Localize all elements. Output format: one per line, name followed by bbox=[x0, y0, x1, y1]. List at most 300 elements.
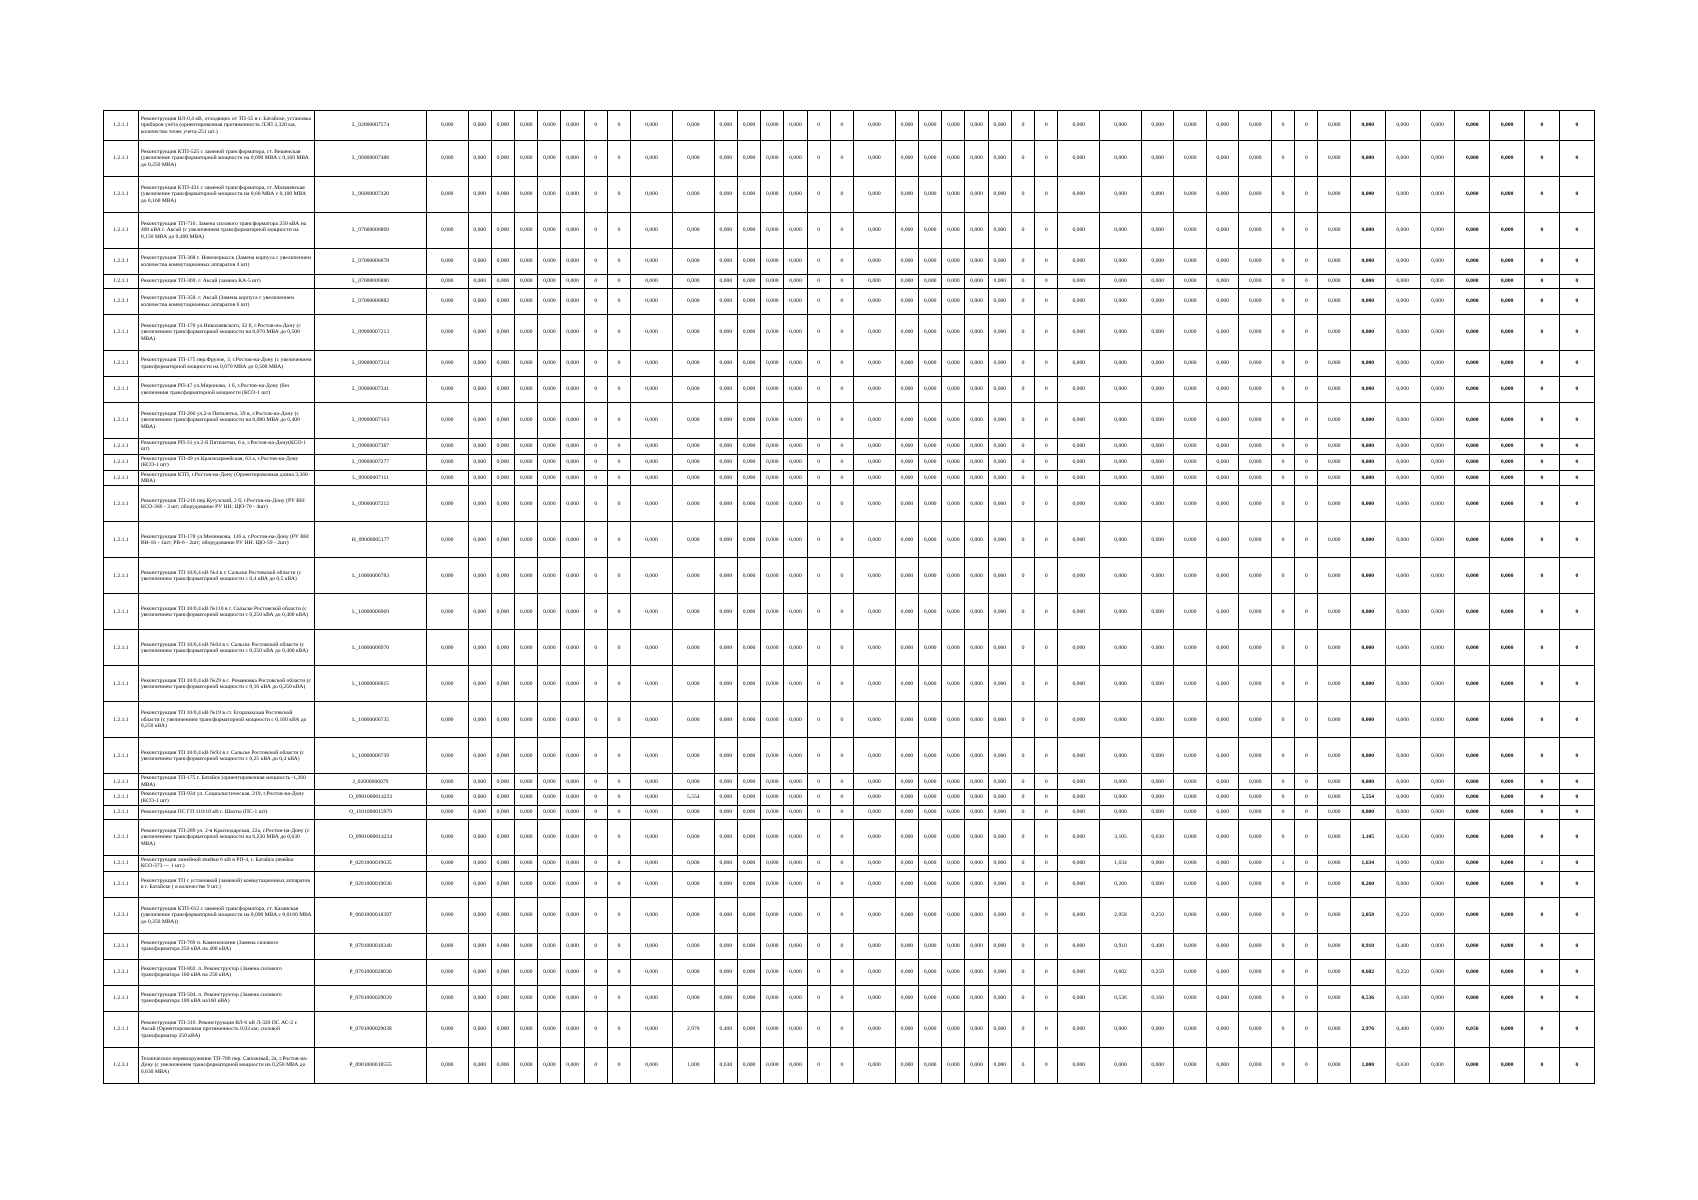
value-cell: 0,000 bbox=[1455, 985, 1490, 1011]
value-cell: 0,000 bbox=[737, 522, 760, 558]
value-cell: 0,000 bbox=[426, 558, 468, 594]
value-cell: 0,000 bbox=[1206, 933, 1239, 959]
value-cell: 0,000 bbox=[1058, 249, 1100, 275]
value-cell: 0,000 bbox=[761, 558, 784, 594]
value-cell: 0 bbox=[584, 177, 607, 213]
value-cell: 0,000 bbox=[895, 486, 918, 522]
value-cell: 0,000 bbox=[1490, 377, 1525, 403]
value-cell: 0 bbox=[584, 275, 607, 289]
value-cell: 0,000 bbox=[1174, 1047, 1207, 1083]
value-cell: 0,000 bbox=[761, 177, 784, 213]
value-cell: 0,000 bbox=[491, 111, 514, 141]
value-cell: 0,000 bbox=[1318, 897, 1351, 933]
value-cell: 0 bbox=[1271, 377, 1294, 403]
value-cell: 0,000 bbox=[491, 702, 514, 738]
row-description: Реконструкция ТП 10/0,4 кВ №29 в с. Романовка Ростовской области (с увеличением трансформаторной мощности с 0,16 кВА до 0,250 кВА) bbox=[138, 666, 315, 702]
value-cell: 0,000 bbox=[515, 351, 538, 377]
value-cell: 0,000 bbox=[1206, 666, 1239, 702]
value-cell: 0,000 bbox=[561, 897, 584, 933]
value-cell: 0,000 bbox=[761, 666, 784, 702]
value-cell: 0,000 bbox=[854, 275, 896, 289]
value-cell: 0,000 bbox=[538, 856, 561, 872]
value-cell: 0,000 bbox=[1455, 377, 1490, 403]
value-cell: 0,000 bbox=[737, 213, 760, 249]
value-cell: 0 bbox=[807, 774, 830, 790]
value-cell: 0,000 bbox=[942, 1011, 965, 1047]
value-cell: 0,000 bbox=[1239, 351, 1272, 377]
row-description: Реконструкция ТП-176 ул.Николаевского, 32 б, г.Ростов-на-Дону (с увеличением трансформаторной мощности на 0,070 МВА до 0,500 МВА) bbox=[138, 315, 315, 351]
value-cell: 0,000 bbox=[919, 959, 942, 985]
value-cell: 0,000 bbox=[561, 933, 584, 959]
value-cell: 0 bbox=[1525, 1047, 1560, 1083]
value-cell: 0,000 bbox=[895, 871, 918, 897]
value-cell: 0 bbox=[1035, 249, 1058, 275]
value-cell: 0,000 bbox=[1490, 454, 1525, 470]
value-cell: 0,000 bbox=[1100, 275, 1142, 289]
value-cell: 0 bbox=[1271, 403, 1294, 439]
value-cell: 0,000 bbox=[1455, 213, 1490, 249]
value-cell: 0,000 bbox=[942, 871, 965, 897]
value-cell: 0,000 bbox=[761, 289, 784, 315]
value-cell: 0,000 bbox=[1141, 403, 1174, 439]
value-cell: 0,000 bbox=[988, 377, 1011, 403]
value-cell: 0,000 bbox=[1455, 315, 1490, 351]
row-description: Реконструкция ТП-178 ул.Мечникова, 136 а, г.Ростов-на-Дону (РУ ВН: ВН-16 - 1шт; РВ-6 - 2шт; оборудование РУ НН: ЩО-59 - 2шт) bbox=[138, 522, 315, 558]
value-cell: 0,000 bbox=[538, 702, 561, 738]
value-cell: 0 bbox=[607, 702, 630, 738]
value-cell: 0 bbox=[807, 594, 830, 630]
value-cell: 0,000 bbox=[672, 289, 714, 315]
value-cell: 0 bbox=[1525, 702, 1560, 738]
value-cell: 0 bbox=[607, 738, 630, 774]
value-cell: 0,000 bbox=[965, 486, 988, 522]
value-cell: 0,000 bbox=[631, 315, 673, 351]
value-cell: 0,000 bbox=[737, 774, 760, 790]
value-cell: 0,000 bbox=[1350, 111, 1385, 141]
value-cell: 0,000 bbox=[965, 275, 988, 289]
value-cell: 0 bbox=[1271, 275, 1294, 289]
value-cell: 0,000 bbox=[561, 249, 584, 275]
value-cell: 0 bbox=[584, 141, 607, 177]
value-cell: 0,000 bbox=[1318, 289, 1351, 315]
value-cell: 0,000 bbox=[1350, 522, 1385, 558]
value-cell: 0 bbox=[584, 666, 607, 702]
value-cell: 0,000 bbox=[737, 558, 760, 594]
value-cell: 0,000 bbox=[784, 111, 807, 141]
value-cell: 0,000 bbox=[538, 275, 561, 289]
value-cell: 0,000 bbox=[1385, 522, 1420, 558]
value-cell: 0,000 bbox=[515, 439, 538, 455]
value-cell: 0 bbox=[830, 820, 853, 856]
value-cell: 0,000 bbox=[1239, 141, 1272, 177]
value-cell: 0,000 bbox=[1141, 486, 1174, 522]
value-cell: 0 bbox=[1011, 275, 1034, 289]
value-cell: 0,000 bbox=[919, 141, 942, 177]
value-cell: 0,000 bbox=[1455, 351, 1490, 377]
value-cell: 0,000 bbox=[1174, 177, 1207, 213]
table-row bbox=[104, 289, 1595, 315]
value-cell: 0,000 bbox=[895, 738, 918, 774]
value-cell: 0 bbox=[1295, 403, 1318, 439]
table-row bbox=[104, 594, 1595, 630]
value-cell: 0,000 bbox=[468, 820, 491, 856]
value-cell: 0 bbox=[1271, 351, 1294, 377]
value-cell: 0 bbox=[830, 790, 853, 806]
value-cell: 0,000 bbox=[988, 774, 1011, 790]
value-cell: 0,000 bbox=[895, 377, 918, 403]
value-cell: 0,000 bbox=[895, 351, 918, 377]
value-cell: 0 bbox=[1559, 454, 1594, 470]
value-cell: 0,000 bbox=[784, 702, 807, 738]
value-cell: 0,000 bbox=[491, 141, 514, 177]
value-cell: 0,000 bbox=[714, 897, 737, 933]
value-cell: 0,000 bbox=[714, 289, 737, 315]
value-cell: 0,000 bbox=[737, 985, 760, 1011]
value-cell: 0,000 bbox=[515, 806, 538, 820]
value-cell: 0,000 bbox=[895, 666, 918, 702]
value-cell: 0,000 bbox=[1058, 315, 1100, 351]
value-cell: 0 bbox=[1271, 111, 1294, 141]
value-cell: 0,000 bbox=[1490, 790, 1525, 806]
row-identifier: O_0901000014234 bbox=[315, 820, 426, 856]
value-cell: 0,000 bbox=[561, 486, 584, 522]
value-cell: 0,000 bbox=[1455, 806, 1490, 820]
value-cell: 0 bbox=[584, 486, 607, 522]
value-cell: 0,000 bbox=[468, 897, 491, 933]
value-cell: 0,000 bbox=[631, 594, 673, 630]
value-cell: 0,000 bbox=[1206, 403, 1239, 439]
value-cell: 0,000 bbox=[942, 820, 965, 856]
row-code: 1.2.1.1 bbox=[104, 594, 139, 630]
value-cell: 0 bbox=[1559, 141, 1594, 177]
row-code: 1.2.1.1 bbox=[104, 856, 139, 872]
value-cell: 0,000 bbox=[468, 1011, 491, 1047]
value-cell: 0,000 bbox=[784, 558, 807, 594]
row-identifier: L_06000007420 bbox=[315, 177, 426, 213]
value-cell: 0,000 bbox=[1100, 486, 1142, 522]
value-cell: 0,000 bbox=[1174, 774, 1207, 790]
row-identifier: L_09000007213 bbox=[315, 315, 426, 351]
value-cell: 0 bbox=[1271, 933, 1294, 959]
value-cell: 0,000 bbox=[426, 486, 468, 522]
value-cell: 0 bbox=[1011, 377, 1034, 403]
value-cell: 0 bbox=[830, 470, 853, 486]
value-cell: 0 bbox=[1271, 454, 1294, 470]
value-cell: 0 bbox=[1035, 933, 1058, 959]
value-cell: 0,000 bbox=[515, 985, 538, 1011]
value-cell: 0,000 bbox=[468, 558, 491, 594]
value-cell: 0,000 bbox=[1058, 871, 1100, 897]
value-cell: 0,000 bbox=[919, 933, 942, 959]
value-cell: 0,000 bbox=[1206, 959, 1239, 985]
value-cell: 0,000 bbox=[1385, 351, 1420, 377]
value-cell: 0,000 bbox=[965, 1047, 988, 1083]
value-cell: 0 bbox=[1525, 738, 1560, 774]
value-cell: 0,000 bbox=[919, 630, 942, 666]
row-code: 1.2.1.1 bbox=[104, 738, 139, 774]
value-cell: 0,000 bbox=[1100, 470, 1142, 486]
value-cell: 0 bbox=[1295, 897, 1318, 933]
value-cell: 0,000 bbox=[854, 871, 896, 897]
value-cell: 0 bbox=[807, 403, 830, 439]
value-cell: 0,000 bbox=[561, 790, 584, 806]
value-cell: 0,000 bbox=[1455, 790, 1490, 806]
row-description: Реконструкция ТП-358. г. Аксай (Замена корпуса с увеличением количества коммутационных аппаратов 6 шт) bbox=[138, 289, 315, 315]
value-cell: 0,000 bbox=[1141, 439, 1174, 455]
value-cell: 0 bbox=[1011, 439, 1034, 455]
value-cell: 0,000 bbox=[1350, 289, 1385, 315]
value-cell: 2,976 bbox=[1350, 1011, 1385, 1047]
value-cell: 0,000 bbox=[1455, 289, 1490, 315]
value-cell: 0,000 bbox=[1239, 774, 1272, 790]
value-cell: 0,000 bbox=[1420, 377, 1455, 403]
value-cell: 1,000 bbox=[672, 1047, 714, 1083]
value-cell: 0,400 bbox=[714, 1011, 737, 1047]
value-cell: 0,000 bbox=[1239, 486, 1272, 522]
value-cell: 0,000 bbox=[631, 666, 673, 702]
value-cell: 0,000 bbox=[1100, 790, 1142, 806]
value-cell: 0,000 bbox=[1058, 470, 1100, 486]
value-cell: 0,000 bbox=[1058, 351, 1100, 377]
value-cell: 0,000 bbox=[468, 111, 491, 141]
value-cell: 0,400 bbox=[1385, 933, 1420, 959]
value-cell: 0 bbox=[607, 820, 630, 856]
value-cell: 0,000 bbox=[538, 213, 561, 249]
value-cell: 0,000 bbox=[988, 806, 1011, 820]
value-cell: 0,000 bbox=[672, 558, 714, 594]
value-cell: 0,000 bbox=[515, 594, 538, 630]
value-cell: 0,000 bbox=[672, 666, 714, 702]
value-cell: 0,000 bbox=[1141, 470, 1174, 486]
value-cell: 0 bbox=[1559, 177, 1594, 213]
value-cell: 0 bbox=[1271, 820, 1294, 856]
value-cell: 0,000 bbox=[1385, 213, 1420, 249]
value-cell: 0,000 bbox=[515, 111, 538, 141]
value-cell: 0 bbox=[1011, 959, 1034, 985]
value-cell: 0,000 bbox=[1100, 594, 1142, 630]
value-cell: 0,000 bbox=[761, 377, 784, 403]
value-cell: 0,000 bbox=[491, 351, 514, 377]
value-cell: 0,000 bbox=[737, 1047, 760, 1083]
value-cell: 0,000 bbox=[468, 594, 491, 630]
value-cell: 0,000 bbox=[988, 177, 1011, 213]
value-cell: 0,000 bbox=[1141, 594, 1174, 630]
value-cell: 0,000 bbox=[561, 213, 584, 249]
value-cell: 0 bbox=[1011, 856, 1034, 872]
value-cell: 0,000 bbox=[1455, 486, 1490, 522]
value-cell: 0,000 bbox=[1174, 1011, 1207, 1047]
row-code: 1.2.3.1 bbox=[104, 1047, 139, 1083]
value-cell: 0,000 bbox=[919, 522, 942, 558]
row-identifier: P_0901000018555 bbox=[315, 1047, 426, 1083]
value-cell: 0,000 bbox=[1100, 111, 1142, 141]
row-description: Реконструкция ТП-175 пер.Фрунзе, 3, г.Ростов-на-Дону (с увеличением трансформаторной мощности на 0,070 МВА до 0,500 МВА) bbox=[138, 351, 315, 377]
value-cell: 0,000 bbox=[965, 377, 988, 403]
value-cell: 0,000 bbox=[515, 666, 538, 702]
value-cell: 0,000 bbox=[426, 820, 468, 856]
value-cell: 0,000 bbox=[1206, 454, 1239, 470]
value-cell: 0,000 bbox=[468, 856, 491, 872]
value-cell: 0 bbox=[607, 871, 630, 897]
value-cell: 0,000 bbox=[631, 558, 673, 594]
value-cell: 0,000 bbox=[1350, 806, 1385, 820]
value-cell: 0,000 bbox=[737, 933, 760, 959]
value-cell: 0,000 bbox=[426, 774, 468, 790]
value-cell: 0,000 bbox=[672, 351, 714, 377]
value-cell: 0,000 bbox=[1490, 666, 1525, 702]
value-cell: 0,000 bbox=[538, 1047, 561, 1083]
value-cell: 0,000 bbox=[1174, 351, 1207, 377]
value-cell: 0,000 bbox=[737, 275, 760, 289]
value-cell: 0,000 bbox=[1239, 897, 1272, 933]
value-cell: 0,000 bbox=[561, 594, 584, 630]
value-cell: 0 bbox=[1559, 774, 1594, 790]
row-identifier: P_0701000029038 bbox=[315, 1011, 426, 1047]
value-cell: 0,000 bbox=[965, 738, 988, 774]
value-cell: 0,000 bbox=[1058, 959, 1100, 985]
value-cell: 0,000 bbox=[854, 738, 896, 774]
value-cell: 0 bbox=[1559, 871, 1594, 897]
value-cell: 0,000 bbox=[631, 630, 673, 666]
row-code: 1.2.3.1 bbox=[104, 289, 139, 315]
value-cell: 0,000 bbox=[1350, 439, 1385, 455]
value-cell: 0 bbox=[607, 774, 630, 790]
value-cell: 0,000 bbox=[784, 806, 807, 820]
value-cell: 0,000 bbox=[761, 790, 784, 806]
value-cell: 0,000 bbox=[1239, 985, 1272, 1011]
value-cell: 0,000 bbox=[426, 790, 468, 806]
value-cell: 0,000 bbox=[1100, 351, 1142, 377]
value-cell: 0,000 bbox=[1420, 275, 1455, 289]
value-cell: 0,000 bbox=[1350, 213, 1385, 249]
value-cell: 0 bbox=[807, 558, 830, 594]
value-cell: 0,000 bbox=[1318, 933, 1351, 959]
value-cell: 0,000 bbox=[761, 275, 784, 289]
value-cell: 0 bbox=[1525, 289, 1560, 315]
value-cell: 0,000 bbox=[737, 666, 760, 702]
value-cell: 0,000 bbox=[854, 377, 896, 403]
row-code: 1.2.1.1 bbox=[104, 315, 139, 351]
value-cell: 0,000 bbox=[538, 897, 561, 933]
value-cell: 0,000 bbox=[942, 666, 965, 702]
value-cell: 0 bbox=[584, 630, 607, 666]
value-cell: 0,000 bbox=[942, 738, 965, 774]
value-cell: 0,000 bbox=[1206, 738, 1239, 774]
value-cell: 0,000 bbox=[965, 351, 988, 377]
row-code: 1.2.3.1 bbox=[104, 249, 139, 275]
value-cell: 0 bbox=[1011, 522, 1034, 558]
value-cell: 0,000 bbox=[468, 522, 491, 558]
value-cell: 0,000 bbox=[895, 985, 918, 1011]
table-row bbox=[104, 933, 1595, 959]
value-cell: 0,000 bbox=[491, 897, 514, 933]
table-row bbox=[104, 377, 1595, 403]
value-cell: 0 bbox=[1559, 897, 1594, 933]
row-description: Реконструкция ТП-769 п. Каменоломни (Замена силового трансформатора 250 кВА на 400 кВА) bbox=[138, 933, 315, 959]
value-cell: 0,000 bbox=[1174, 289, 1207, 315]
value-cell: 0,000 bbox=[1141, 630, 1174, 666]
value-cell: 0,000 bbox=[468, 141, 491, 177]
value-cell: 0 bbox=[830, 1011, 853, 1047]
value-cell: 0,000 bbox=[672, 897, 714, 933]
value-cell: 0,000 bbox=[538, 1011, 561, 1047]
value-cell: 0 bbox=[807, 871, 830, 897]
value-cell: 0,000 bbox=[1058, 213, 1100, 249]
value-cell: 0 bbox=[1011, 897, 1034, 933]
value-cell: 0 bbox=[807, 439, 830, 455]
value-cell: 0,000 bbox=[1239, 454, 1272, 470]
value-cell: 0,000 bbox=[515, 630, 538, 666]
value-cell: 0,000 bbox=[426, 141, 468, 177]
value-cell: 0,000 bbox=[919, 1047, 942, 1083]
value-cell: 0,000 bbox=[919, 377, 942, 403]
value-cell: 0 bbox=[1559, 738, 1594, 774]
value-cell: 0,000 bbox=[1174, 249, 1207, 275]
value-cell: 0 bbox=[807, 377, 830, 403]
table-row bbox=[104, 630, 1595, 666]
value-cell: 0,000 bbox=[1058, 774, 1100, 790]
value-cell: 0,000 bbox=[919, 213, 942, 249]
value-cell: 0 bbox=[807, 213, 830, 249]
value-cell: 0,000 bbox=[672, 141, 714, 177]
row-description: Реконструкция ТП-175 г. Батайск (ориентировочная мощность -1,260 МВА) bbox=[138, 774, 315, 790]
value-cell: 0,000 bbox=[965, 806, 988, 820]
value-cell: 0,000 bbox=[1420, 856, 1455, 872]
value-cell: 0,000 bbox=[561, 1011, 584, 1047]
value-cell: 0,000 bbox=[1206, 377, 1239, 403]
value-cell: 0,000 bbox=[1318, 856, 1351, 872]
value-cell: 0,000 bbox=[988, 738, 1011, 774]
value-cell: 0 bbox=[1035, 177, 1058, 213]
value-cell: 0,000 bbox=[965, 666, 988, 702]
value-cell: 0,000 bbox=[895, 774, 918, 790]
value-cell: 0,000 bbox=[1239, 630, 1272, 666]
table-row bbox=[104, 871, 1595, 897]
value-cell: 0,000 bbox=[714, 806, 737, 820]
value-cell: 0,000 bbox=[784, 774, 807, 790]
value-cell: 0,000 bbox=[942, 486, 965, 522]
value-cell: 0,000 bbox=[714, 856, 737, 872]
value-cell: 0,000 bbox=[672, 959, 714, 985]
value-cell: 0,000 bbox=[965, 790, 988, 806]
value-cell: 0,000 bbox=[714, 666, 737, 702]
value-cell: 0,000 bbox=[1058, 806, 1100, 820]
value-cell: 0,000 bbox=[491, 985, 514, 1011]
value-cell: 0,000 bbox=[919, 774, 942, 790]
value-cell: 0,000 bbox=[784, 856, 807, 872]
value-cell: 0,000 bbox=[919, 1011, 942, 1047]
value-cell: 0,000 bbox=[965, 454, 988, 470]
value-cell: 0,000 bbox=[1141, 454, 1174, 470]
value-cell: 0,000 bbox=[1058, 177, 1100, 213]
value-cell: 0,000 bbox=[631, 959, 673, 985]
row-identifier: L_09000007111 bbox=[315, 470, 426, 486]
table-row bbox=[104, 897, 1595, 933]
value-cell: 0,000 bbox=[1385, 403, 1420, 439]
value-cell: 0 bbox=[584, 985, 607, 1011]
value-cell: 0 bbox=[807, 630, 830, 666]
row-identifier: L_10000006783 bbox=[315, 558, 426, 594]
value-cell: 0,000 bbox=[919, 820, 942, 856]
value-cell: 0,000 bbox=[1490, 820, 1525, 856]
value-cell: 0,000 bbox=[538, 871, 561, 897]
value-cell: 0,000 bbox=[854, 897, 896, 933]
value-cell: 0,000 bbox=[1350, 275, 1385, 289]
row-description: Реконструкция РП-31 ул.2-й Пятилетки, 6 а, г.Ростов-на-Дону(КСО-1 шт) bbox=[138, 439, 315, 455]
value-cell: 0,000 bbox=[538, 177, 561, 213]
value-cell: 0,000 bbox=[895, 275, 918, 289]
value-cell: 0,000 bbox=[1420, 1047, 1455, 1083]
